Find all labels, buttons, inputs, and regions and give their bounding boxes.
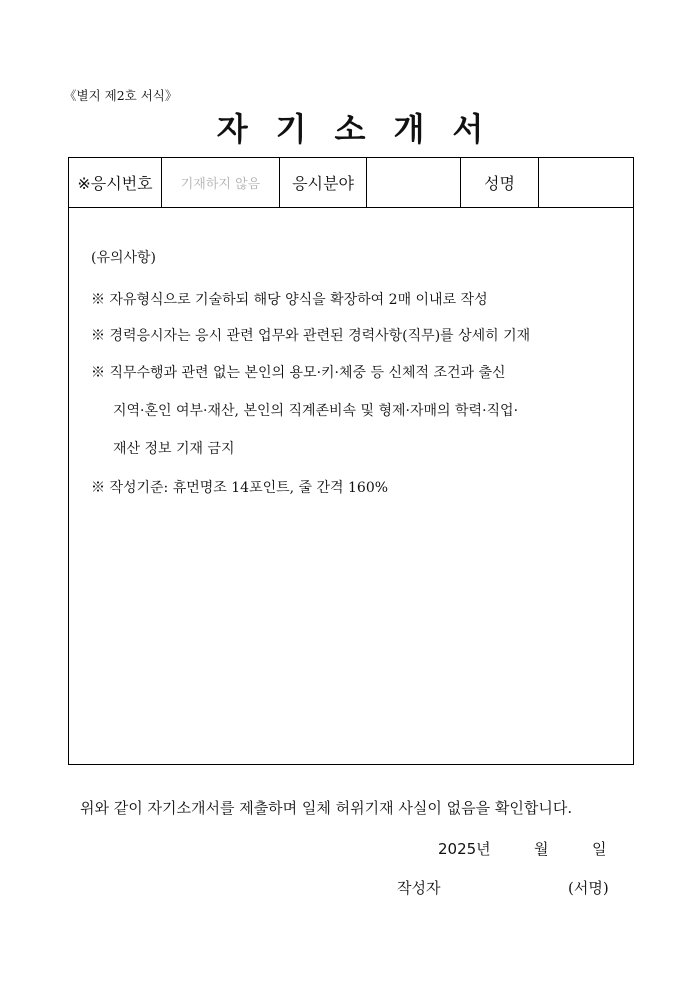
field-label: 응시분야 <box>280 158 367 207</box>
note-item-4: ※ 작성기준: 휴먼명조 14포인트, 줄 간격 160% <box>91 480 389 496</box>
page-title: 자기소개서 <box>216 110 512 148</box>
exam-number-label: ※응시번호 <box>69 158 162 207</box>
note-item-1: ※ 자유형식으로 기술하되 해당 양식을 확장하여 2매 이내로 작성 <box>91 292 488 308</box>
note-item-3-cont: 지역·혼인 여부·재산, 본인의 직계존비속 및 형제·자매의 학력·직업· <box>113 403 519 419</box>
form-box <box>68 157 634 765</box>
field-input[interactable] <box>367 158 461 207</box>
name-label: 성명 <box>461 158 539 207</box>
name-input[interactable] <box>539 158 633 207</box>
date-year: 2025년 <box>438 840 491 858</box>
author-label: 작성자 <box>397 879 441 897</box>
notes-heading: (유의사항) <box>91 250 157 266</box>
exam-number-value: 기재하지 않음 <box>162 158 280 207</box>
form-number: 《별지 제2호 서식》 <box>64 88 178 103</box>
signature-label: (서명) <box>568 879 609 897</box>
note-item-3: ※ 직무수행과 관련 없는 본인의 용모·키·체중 등 신체적 조건과 출신 <box>91 365 506 381</box>
note-item-2: ※ 경력응시자는 응시 관련 업무와 관련된 경력사항(직무)를 상세히 기재 <box>91 328 531 344</box>
note-item-3-cont: 재산 정보 기재 금지 <box>113 441 235 457</box>
header-row <box>69 158 633 208</box>
confirmation-text: 위와 같이 자기소개서를 제출하며 일체 허위기재 사실이 없음을 확인합니다. <box>80 799 573 817</box>
date-day: 일 <box>592 840 607 858</box>
date-month: 월 <box>534 840 549 858</box>
